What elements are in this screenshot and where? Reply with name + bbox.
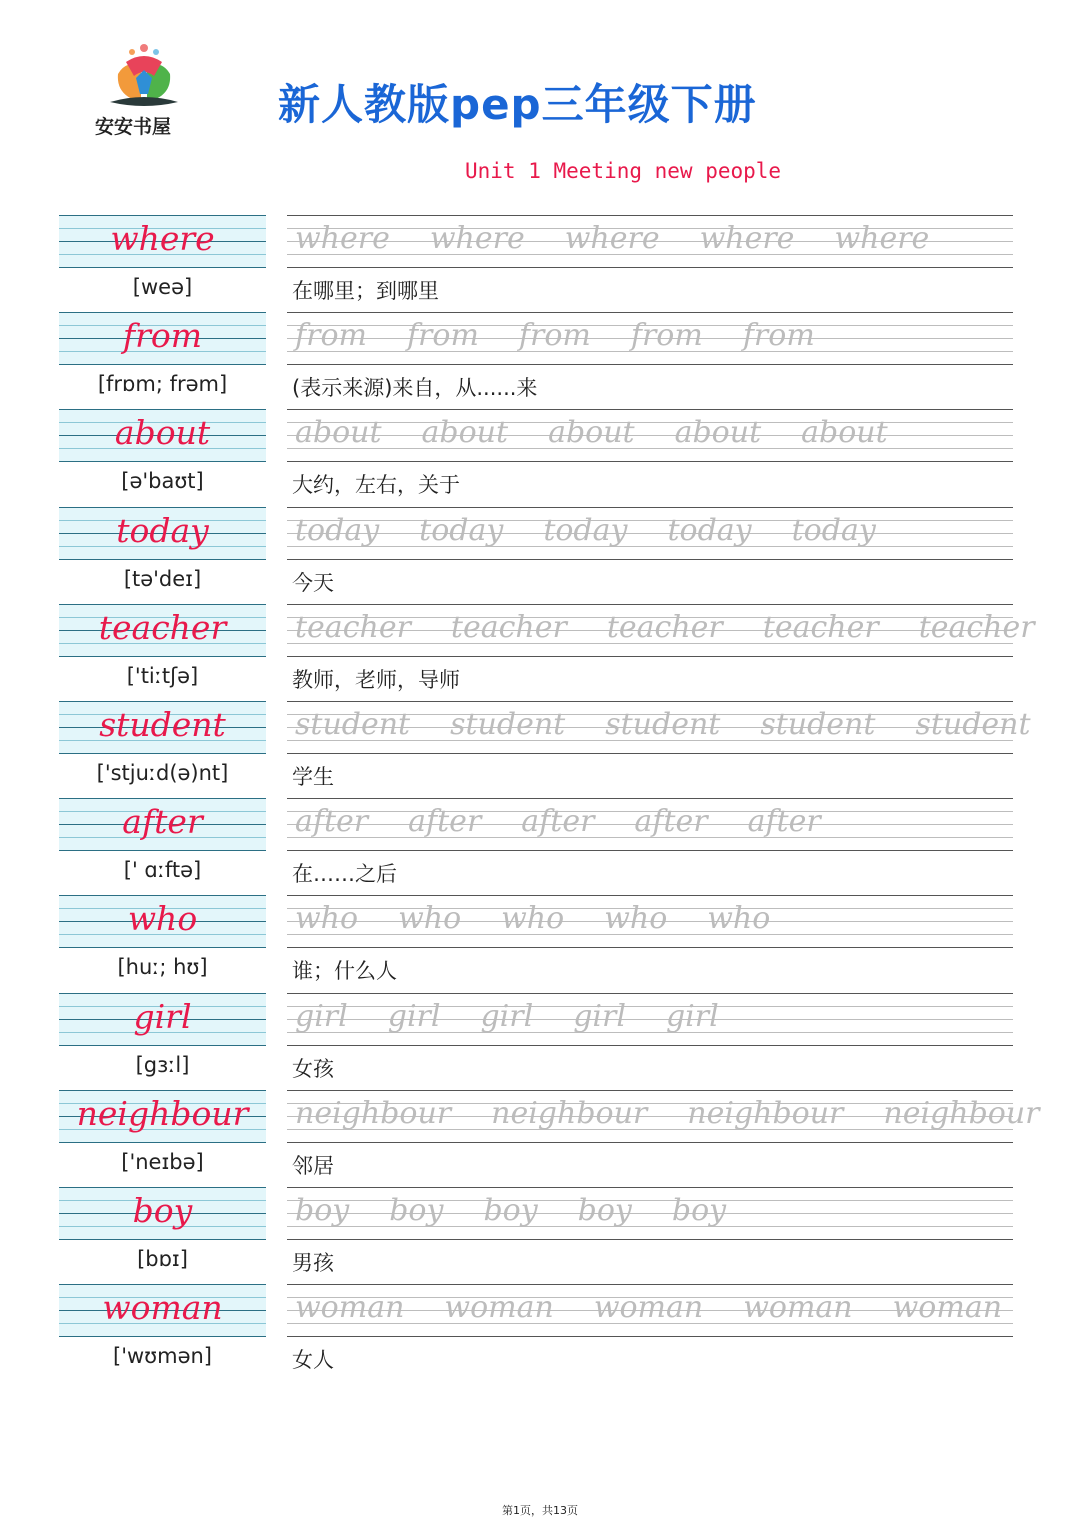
trace-word: girl xyxy=(295,999,348,1034)
word-box xyxy=(59,798,266,851)
trace-words xyxy=(295,314,855,358)
vocab-word: today xyxy=(116,511,209,550)
phonetic: [weə] xyxy=(132,275,193,299)
guide-line xyxy=(287,364,1013,365)
guide-line xyxy=(59,1187,266,1188)
trace-word: after xyxy=(521,804,595,839)
trace-word: from xyxy=(630,318,703,353)
trace-word: neighbour xyxy=(491,1096,648,1131)
tracing-area xyxy=(287,701,1031,754)
vocab-word: about xyxy=(114,413,211,452)
guide-line xyxy=(59,656,266,657)
guide-line xyxy=(59,507,266,508)
guide-line xyxy=(287,1045,1013,1046)
guide-line xyxy=(59,409,266,410)
guide-line xyxy=(287,267,1013,268)
unit-subtitle: Unit 1 Meeting new people xyxy=(465,159,782,183)
guide-line xyxy=(59,364,266,365)
meaning: 女人 xyxy=(292,1348,334,1372)
trace-word: about xyxy=(421,415,509,450)
guide-line xyxy=(287,409,1013,410)
trace-word: teacher xyxy=(295,610,411,645)
trace-word: about xyxy=(801,415,888,450)
word-box xyxy=(59,507,266,560)
guide-line xyxy=(59,701,266,702)
vocab-word: girl xyxy=(133,997,192,1036)
word-box xyxy=(59,604,266,657)
trace-words xyxy=(295,217,969,261)
trace-word: woman xyxy=(444,1290,554,1325)
guide-line xyxy=(287,1142,1013,1143)
meaning: 今天 xyxy=(292,571,334,595)
page-footer: 第1页，共13页 xyxy=(502,1504,578,1517)
trace-word: from xyxy=(406,318,479,353)
trace-word: teacher xyxy=(762,610,879,645)
trace-word: student xyxy=(450,707,566,742)
trace-word: teacher xyxy=(918,610,1035,645)
trace-word: today xyxy=(295,513,380,548)
trace-words xyxy=(295,509,916,553)
tracing-area xyxy=(287,215,1013,268)
tracing-area xyxy=(287,798,1013,851)
trace-word: from xyxy=(742,318,815,353)
phonetic: [tə'deɪ] xyxy=(123,567,202,591)
guide-line xyxy=(59,993,266,994)
guide-line xyxy=(287,895,1013,896)
guide-line xyxy=(59,559,266,560)
meaning: 女孩 xyxy=(292,1057,334,1081)
trace-word: student xyxy=(605,707,721,742)
trace-word: teacher xyxy=(606,610,723,645)
vocab-word: from xyxy=(122,316,203,355)
guide-line xyxy=(59,267,266,268)
phonetic: ['tiːtʃə] xyxy=(126,664,199,688)
word-box xyxy=(59,215,266,268)
trace-words xyxy=(295,411,928,455)
phonetic: [frɒm; frəm] xyxy=(97,372,228,396)
phonetic: ['stjuːd(ə)nt] xyxy=(96,761,229,785)
word-box xyxy=(59,312,266,365)
guide-line xyxy=(59,947,266,948)
tracing-area xyxy=(287,895,1013,948)
guide-line xyxy=(287,1284,1013,1285)
trace-word: where xyxy=(699,221,795,256)
word-box xyxy=(59,1090,266,1143)
guide-line xyxy=(59,1336,266,1337)
phonetic: [bɒɪ] xyxy=(137,1247,188,1271)
meaning: 男孩 xyxy=(292,1251,334,1275)
guide-line xyxy=(59,1090,266,1091)
tracing-area xyxy=(287,1090,1040,1143)
guide-line xyxy=(59,1239,266,1240)
trace-word: where xyxy=(429,221,525,256)
guide-line xyxy=(287,215,1013,216)
tracing-area xyxy=(287,312,1013,365)
tracing-area xyxy=(287,507,1013,560)
word-box xyxy=(59,1284,266,1337)
guide-line xyxy=(59,895,266,896)
word-box xyxy=(59,895,266,948)
tracing-area xyxy=(287,604,1035,657)
trace-word: from xyxy=(295,318,367,353)
phonetic: ['neɪbə] xyxy=(121,1150,204,1174)
phonetic: [ə'baʊt] xyxy=(121,469,204,493)
tracing-area xyxy=(287,1284,1013,1337)
trace-word: today xyxy=(791,513,876,548)
word-box xyxy=(59,1187,266,1240)
vocab-word: after xyxy=(122,802,203,841)
guide-line xyxy=(287,1336,1013,1337)
trace-word: boy xyxy=(671,1193,727,1228)
vocab-word: where xyxy=(110,219,215,258)
trace-word: from xyxy=(518,318,591,353)
meaning: 在……之后 xyxy=(292,862,397,886)
trace-word: student xyxy=(915,707,1031,742)
phonetic: ['wʊmən] xyxy=(113,1344,212,1368)
trace-word: after xyxy=(295,804,369,839)
guide-line xyxy=(287,993,1013,994)
guide-line xyxy=(59,1045,266,1046)
trace-words xyxy=(295,995,759,1039)
guide-line xyxy=(287,507,1013,508)
trace-word: girl xyxy=(573,999,626,1034)
trace-words xyxy=(295,1092,1080,1136)
meaning: 谁；什么人 xyxy=(292,959,397,983)
meaning: 学生 xyxy=(292,765,334,789)
guide-line xyxy=(287,1239,1013,1240)
trace-word: who xyxy=(295,901,359,936)
guide-line xyxy=(59,850,266,851)
logo-text: 安安书屋 xyxy=(95,116,172,138)
tracing-area xyxy=(287,409,1013,462)
guide-line xyxy=(59,1142,266,1143)
vocab-word: neighbour xyxy=(76,1094,249,1133)
guide-line xyxy=(59,312,266,313)
meaning: 教师，老师，导师 xyxy=(292,668,460,692)
guide-line xyxy=(287,604,1013,605)
trace-words xyxy=(295,800,861,844)
trace-word: boy xyxy=(295,1193,350,1228)
trace-word: who xyxy=(604,901,668,936)
guide-line xyxy=(287,1090,1013,1091)
trace-word: girl xyxy=(480,999,534,1034)
guide-line xyxy=(287,947,1013,948)
meaning: 在哪里；到哪里 xyxy=(292,279,439,303)
word-box xyxy=(59,409,266,462)
meaning: 邻居 xyxy=(292,1154,334,1178)
trace-word: after xyxy=(747,804,821,839)
trace-word: girl xyxy=(387,999,441,1034)
meaning: 大约，左右，关于 xyxy=(292,473,460,497)
vocab-word: who xyxy=(127,899,198,938)
trace-word: boy xyxy=(483,1193,538,1228)
trace-word: today xyxy=(667,513,752,548)
trace-word: who xyxy=(398,901,462,936)
guide-line xyxy=(287,850,1013,851)
guide-line xyxy=(59,461,266,462)
trace-word: woman xyxy=(743,1290,853,1325)
vocab-word: student xyxy=(99,705,226,744)
trace-word: boy xyxy=(389,1193,444,1228)
trace-word: about xyxy=(674,415,762,450)
guide-line xyxy=(287,559,1013,560)
word-box xyxy=(59,701,266,754)
page-title: 新人教版pep三年级下册 xyxy=(278,80,757,129)
trace-word: about xyxy=(295,415,382,450)
trace-word: who xyxy=(501,901,565,936)
trace-words xyxy=(295,1189,766,1233)
guide-line xyxy=(59,1284,266,1285)
trace-word: today xyxy=(419,513,504,548)
trace-word: neighbour xyxy=(883,1096,1040,1131)
tracing-area xyxy=(287,993,1013,1046)
phonetic: [' ɑːftə] xyxy=(123,858,202,882)
trace-word: today xyxy=(543,513,628,548)
trace-word: after xyxy=(408,804,482,839)
meaning: (表示来源)来自，从......来 xyxy=(292,376,538,400)
trace-word: neighbour xyxy=(295,1096,452,1131)
trace-word: boy xyxy=(577,1193,632,1228)
trace-word: woman xyxy=(593,1290,704,1325)
trace-word: where xyxy=(834,221,930,256)
trace-word: student xyxy=(760,707,876,742)
trace-word: student xyxy=(295,707,411,742)
guide-line xyxy=(287,656,1013,657)
vocab-word: boy xyxy=(132,1191,193,1230)
guide-line xyxy=(287,798,1013,799)
guide-line xyxy=(287,312,1013,313)
trace-word: after xyxy=(634,804,708,839)
phonetic: [huː; hʊ] xyxy=(117,955,208,979)
guide-line xyxy=(287,701,1013,702)
trace-word: about xyxy=(548,415,635,450)
guide-line xyxy=(287,1187,1013,1188)
trace-word: teacher xyxy=(450,610,567,645)
trace-word: woman xyxy=(295,1290,405,1325)
trace-word: woman xyxy=(892,1290,1003,1325)
trace-word: neighbour xyxy=(687,1096,844,1131)
phonetic: [gɜːl] xyxy=(135,1053,190,1077)
guide-line xyxy=(287,753,1013,754)
guide-line xyxy=(59,604,266,605)
trace-word: who xyxy=(707,901,771,936)
word-box xyxy=(59,993,266,1046)
trace-word: where xyxy=(295,221,390,256)
tracing-area xyxy=(287,1187,1013,1240)
guide-line xyxy=(59,753,266,754)
guide-line xyxy=(59,798,266,799)
guide-line xyxy=(59,215,266,216)
trace-words xyxy=(295,606,1075,650)
trace-words xyxy=(295,703,1071,747)
trace-word: girl xyxy=(665,999,719,1034)
vocab-word: woman xyxy=(102,1288,223,1327)
guide-line xyxy=(287,461,1013,462)
vocab-word: teacher xyxy=(98,608,227,647)
trace-words xyxy=(295,897,810,941)
trace-words xyxy=(295,1286,1042,1330)
trace-word: where xyxy=(564,221,660,256)
